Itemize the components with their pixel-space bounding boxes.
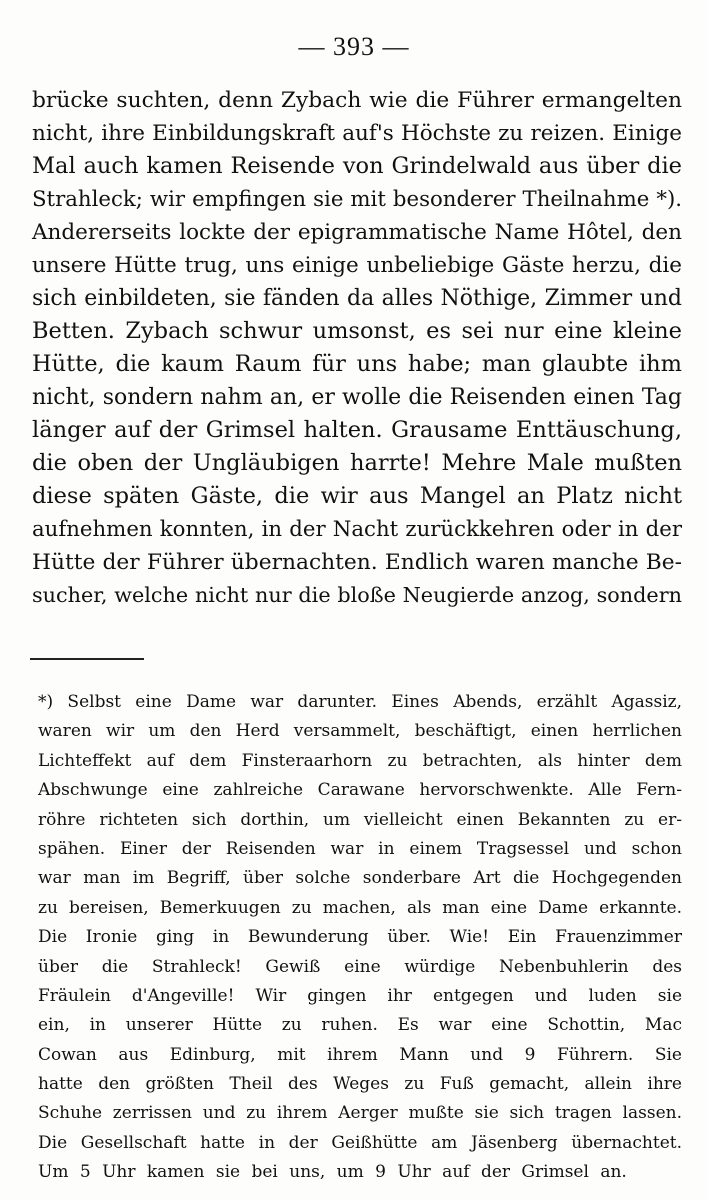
footnote-line: Cowan aus Edinburg, mit ihrem Mann und 9 Führern. Sie	[38, 1044, 682, 1065]
text-line: die oben der Ungläubigen harrte! Mehre Male mußten	[32, 450, 682, 476]
footnote-separator	[30, 658, 144, 660]
main-text	[32, 84, 682, 612]
footnote-line: hatte den größten Theil des Weges zu Fuß gemacht, allein ihre	[38, 1074, 682, 1095]
footnote-line: Die Gesellschaft hatte in der Geißhütte am Jäsenberg übernachtet.	[38, 1132, 682, 1153]
footnote-line: zu bereisen, Bemerkuugen zu machen, als man eine Dame erkannte.	[38, 897, 682, 918]
footnote-line: Lichteffekt auf dem Finsteraarhorn zu betrachten, als hinter dem	[38, 750, 682, 771]
text-line: sich einbildeten, sie fänden da alles Nöthige, Zimmer und	[32, 286, 682, 311]
footnote-line: *) Selbst eine Dame war darunter. Eines Abends, erzählt Agassiz,	[38, 692, 682, 712]
footnote-line: waren wir um den Herd versammelt, beschäftigt, einen herrlichen	[38, 721, 682, 742]
text-line: sucher, welche nicht nur die bloße Neugierde anzog, sondern	[32, 583, 682, 607]
footnote-line: Abschwunge eine zahlreiche Carawane hervorschwenkte. Alle Fern-	[38, 780, 682, 801]
text-line: nicht, sondern nahm an, er wolle die Reisenden einen Tag	[32, 385, 682, 410]
text-line: unsere Hütte trug, uns einige unbeliebige Gäste herzu, die	[32, 253, 682, 278]
text-line: länger auf der Grimsel halten. Grausame Enttäuschung,	[32, 417, 682, 443]
text-line: Andererseits lockte der epigrammatische Name Hôtel, den	[32, 220, 682, 245]
footnote-line: Die Ironie ging in Bewunderung über. Wie! Ein Frauenzimmer	[38, 927, 682, 948]
footnote-line: ein, in unserer Hütte zu ruhen. Es war eine Schottin, Mac	[38, 1015, 682, 1036]
text-line: diese späten Gäste, die wir aus Mangel an Platz nicht	[32, 483, 682, 509]
text-line: Betten. Zybach schwur umsonst, es sei nur eine kleine	[32, 318, 682, 344]
footnote-line: Fräulein d'Angeville! Wir gingen ihr entgegen und luden sie	[38, 985, 682, 1006]
page-number: — 393 —	[298, 32, 410, 61]
text-line: Hütte der Führer übernachten. Endlich waren manche Be-	[32, 550, 682, 575]
text-line: Strahleck; wir empfingen sie mit besonderer Theilnahme *).	[32, 187, 682, 212]
footnote-line: über die Strahleck! Gewiß eine würdige Nebenbuhlerin des	[38, 956, 682, 977]
footnote-line: Schuhe zerrissen und zu ihrem Aerger mußte sie sich tragen lassen.	[38, 1103, 682, 1124]
text-line: aufnehmen konnten, in der Nacht zurückkehren oder in der	[32, 517, 682, 542]
footnote-line: war man im Begriff, über solche sonderbare Art die Hochgegenden	[38, 868, 682, 889]
footnote	[38, 688, 682, 1188]
footnote-line: röhre richteten sich dorthin, um vielleicht einen Bekannten zu er-	[38, 809, 682, 830]
footnote-line: Um 5 Uhr kamen sie bei uns, um 9 Uhr auf der Grimsel an.	[38, 1162, 627, 1183]
text-line: Mal auch kamen Reisende von Grindelwald aus über die	[32, 153, 682, 179]
text-line: brücke suchten, denn Zybach wie die Führer ermangelten	[32, 88, 682, 113]
footnote-line: spähen. Einer der Reisenden war in einem Tragsessel und schon	[38, 838, 682, 859]
text-line: Hütte, die kaum Raum für uns habe; man glaubte ihm	[32, 351, 682, 377]
text-line: nicht, ihre Einbildungskraft auf's Höchste zu reizen. Einige	[32, 121, 682, 146]
